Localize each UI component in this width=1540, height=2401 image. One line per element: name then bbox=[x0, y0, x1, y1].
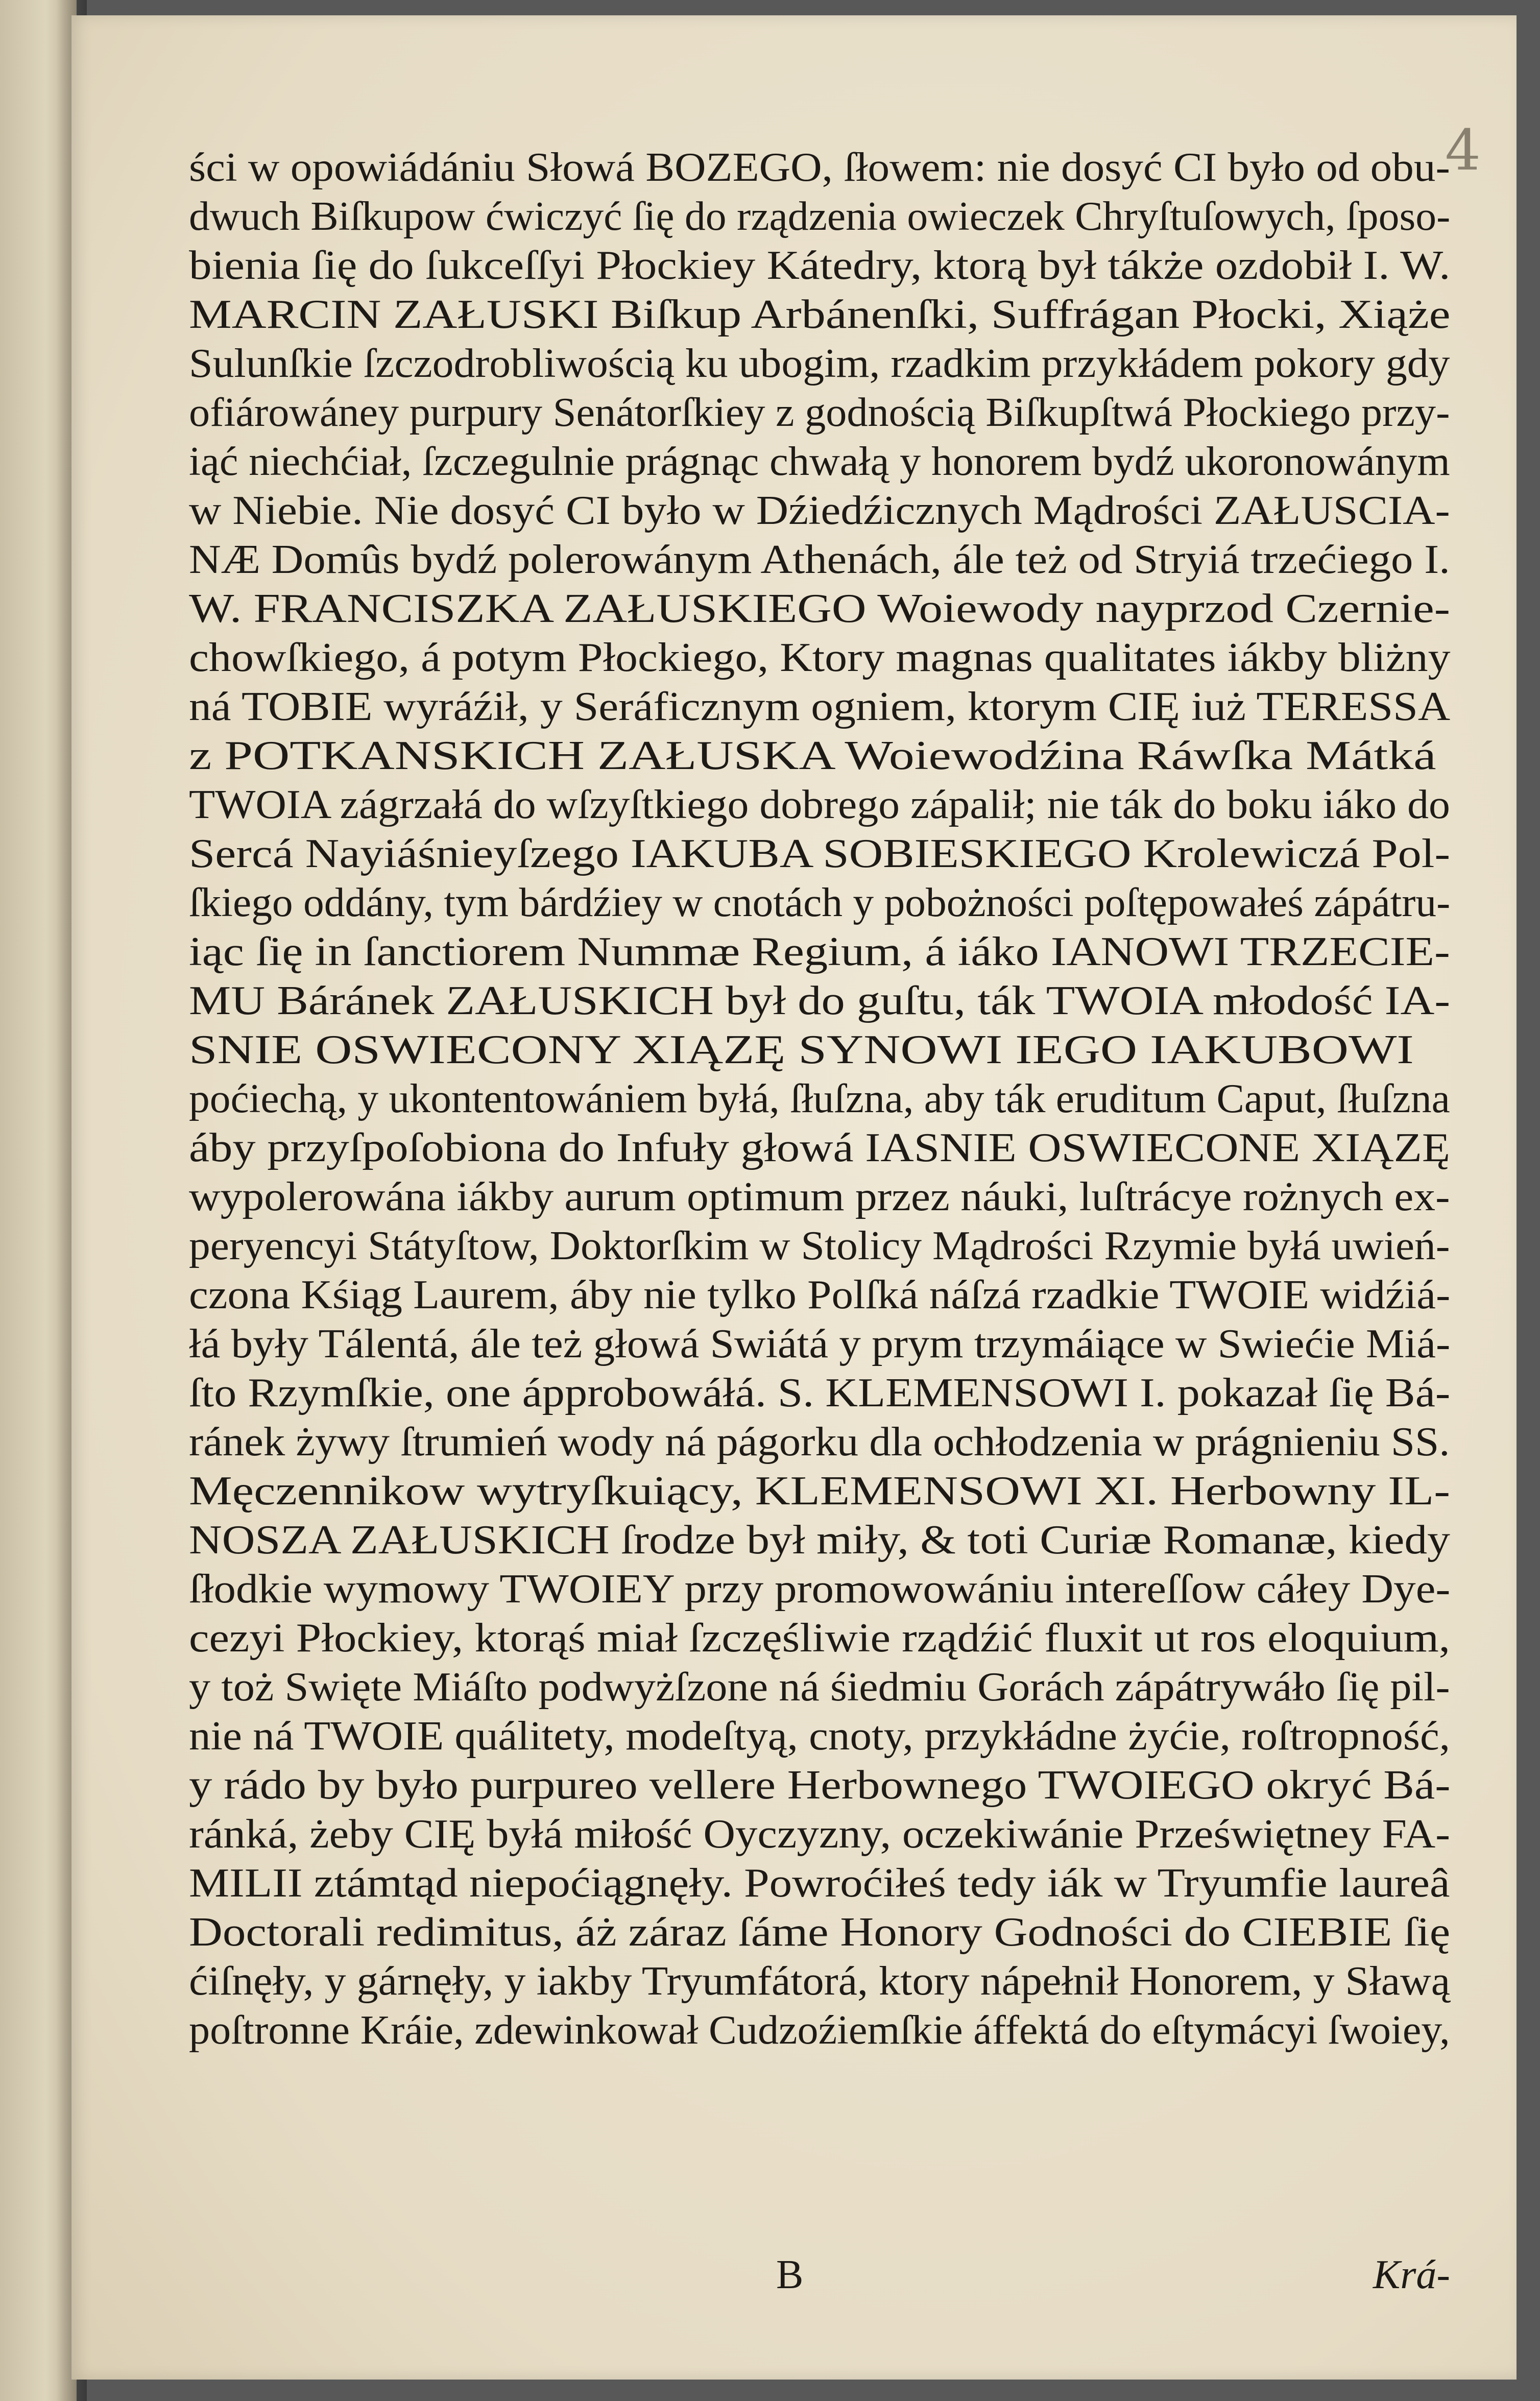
text-line: MILII ztámtąd niepoćiągnęły. Powroćiłeś tedy iák w Tryumfie laureâ bbox=[189, 1861, 1450, 1906]
text-line: áby przyſpoſobiona do Infuły głowá IASNIE OSWIECONE XIĄZĘ bbox=[189, 1125, 1451, 1170]
text-line: ćiſnęły, y gárnęły, y iakby Tryumfátorá, ktory nápełnił Honorem, y Sławą bbox=[189, 1959, 1451, 2004]
text-line: W. FRANCISZKA ZAŁUSKIEGO Woiewody nayprzod Czernie- bbox=[189, 586, 1450, 631]
text-line: łá były Tálentá, ále też głowá Swiátá y prym trzymáiące w Swiećie Miá- bbox=[189, 1322, 1451, 1366]
text-line: ſłodkie wymowy TWOIEY przy promowowániu intereſſow cáłey Dye- bbox=[189, 1567, 1451, 1612]
signature-mark: B bbox=[776, 2252, 804, 2297]
text-line: ofiárowáney purpury Senátorſkiey z godnością Biſkupſtwá Płockiego przy- bbox=[189, 390, 1450, 435]
text-line: peryencyi Státyſtow, Doktorſkim w Stolicy Mądrości Rzymie byłá uwień- bbox=[189, 1223, 1450, 1268]
text-line: Męczennikow wytryſkuiący, KLEMENSOWI XI. Herbowny IL- bbox=[189, 1469, 1451, 1514]
text-line: nie ná TWOIE quálitety, modeſtyą, cnoty, przykłádne żyćie, roſtropność, bbox=[189, 1714, 1450, 1759]
text-line: z POTKANSKICH ZAŁUSKA Woiewodźina Ráwſka Mátká bbox=[189, 733, 1436, 778]
text-line: poćiechą, y ukontentowániem byłá, ſłuſzna, aby ták eruditum Caput, ſłuſzna bbox=[189, 1076, 1450, 1121]
text-line: NOSZA ZAŁUSKICH ſrodze był miły, & toti Curiæ Romanæ, kiedy bbox=[189, 1518, 1450, 1563]
text-line: MARCIN ZAŁUSKI Biſkup Arbánenſki, Suffrágan Płocki, Xiąże bbox=[189, 292, 1451, 337]
text-line: ſkiego oddány, tym bárdźiey w cnotách y pobożności poſtępowałeś zápátru- bbox=[189, 880, 1451, 925]
text-line: y rádo by było purpureo vellere Herbownego TWOIEGO okryć Bá- bbox=[189, 1763, 1451, 1808]
text-line: chowſkiego, á potym Płockiego, Ktory magnas qualitates iákby bliżny bbox=[189, 635, 1451, 680]
text-line: Doctorali redimitus, áż záraz ſáme Honory Godności do CIEBIE ſię bbox=[189, 1910, 1451, 1955]
text-line: Sulunſkie ſzczodrobliwością ku ubogim, rzadkim przykłádem pokory gdy bbox=[189, 341, 1450, 386]
text-line: bienia ſię do ſukceſſyi Płockiey Kátedry, ktorą był tákże ozdobił I. W. bbox=[189, 243, 1451, 288]
text-line: w Niebie. Nie dosyć CI było w Dźiedźicznych Mądrości ZAŁUSCIA- bbox=[189, 488, 1450, 533]
text-line: iąć niechćiał, ſzczegulnie prágnąc chwałą y honorem bydź ukoronowánym bbox=[189, 439, 1450, 484]
text-line: czona Kśiąg Laurem, áby nie tylko Polſká náſzá rzadkie TWOIE widźiá- bbox=[189, 1272, 1451, 1317]
text-line: y toż Swięte Miáſto podwyżſzone ná śiedmiu Gorách zápátrywáło ſię pil- bbox=[189, 1665, 1450, 1710]
text-line: ránek żywy ſtrumień wody ná págorku dla ochłodzenia w prágnieniu SS. bbox=[189, 1420, 1450, 1464]
page-footer bbox=[189, 2252, 1450, 2308]
text-line: ránká, żeby CIĘ byłá miłość Oyczyzny, oczekiwánie Przeświętney FA- bbox=[189, 1812, 1451, 1857]
text-line: MU Báránek ZAŁUSKICH był do guſtu, ták TWOIA młodość IA- bbox=[189, 978, 1451, 1023]
book-page bbox=[71, 15, 1517, 2380]
text-line: Sercá Nayiáśnieyſzego IAKUBA SOBIESKIEGO Krolewiczá Pol- bbox=[189, 831, 1451, 876]
text-line: TWOIA zágrzałá do wſzyſtkiego dobrego zápalił; nie ták do boku iáko do bbox=[189, 782, 1450, 827]
text-line: SNIE OSWIECONY XIĄZĘ SYNOWI IEGO IAKUBOWI bbox=[189, 1027, 1414, 1072]
text-line: ná TOBIE wyráźił, y Seráficznym ogniem, ktorym CIĘ iuż TERESSA bbox=[189, 684, 1451, 729]
text-line: ſto Rzymſkie, one ápprobowáłá. S. KLEMENSOWI I. pokazał ſię Bá- bbox=[189, 1371, 1451, 1415]
text-line: NÆ Domûs bydź polerowánym Athenách, ále też od Stryiá trzećiego I. bbox=[189, 537, 1450, 582]
catchword: Krá- bbox=[1373, 2252, 1450, 2297]
text-line: dwuch Biſkupow ćwiczyć ſię do rządzenia owieczek Chryſtuſowych, ſposo- bbox=[189, 194, 1451, 239]
text-line: poſtronne Kráie, zdewinkował Cudzoźiemſkie áffektá do eſtymácyi ſwoiey, bbox=[189, 2008, 1450, 2053]
body-text bbox=[189, 143, 1450, 2055]
text-line: wypolerowána iákby aurum optimum przez náuki, luſtrácye rożnych ex- bbox=[189, 1174, 1450, 1219]
page-number: 4 bbox=[1445, 117, 1481, 183]
text-line: cezyi Płockiey, ktorąś miał ſzczęśliwie rządźić fluxit ut ros eloquium, bbox=[189, 1616, 1450, 1661]
text-line: iąc ſię in ſanctiorem Nummæ Regium, á iáko IANOWI TRZECIE- bbox=[189, 929, 1450, 974]
text-line: ści w opowiádániu Słowá BOZEGO, ſłowem: nie dosyć CI było od obu- bbox=[189, 145, 1450, 190]
